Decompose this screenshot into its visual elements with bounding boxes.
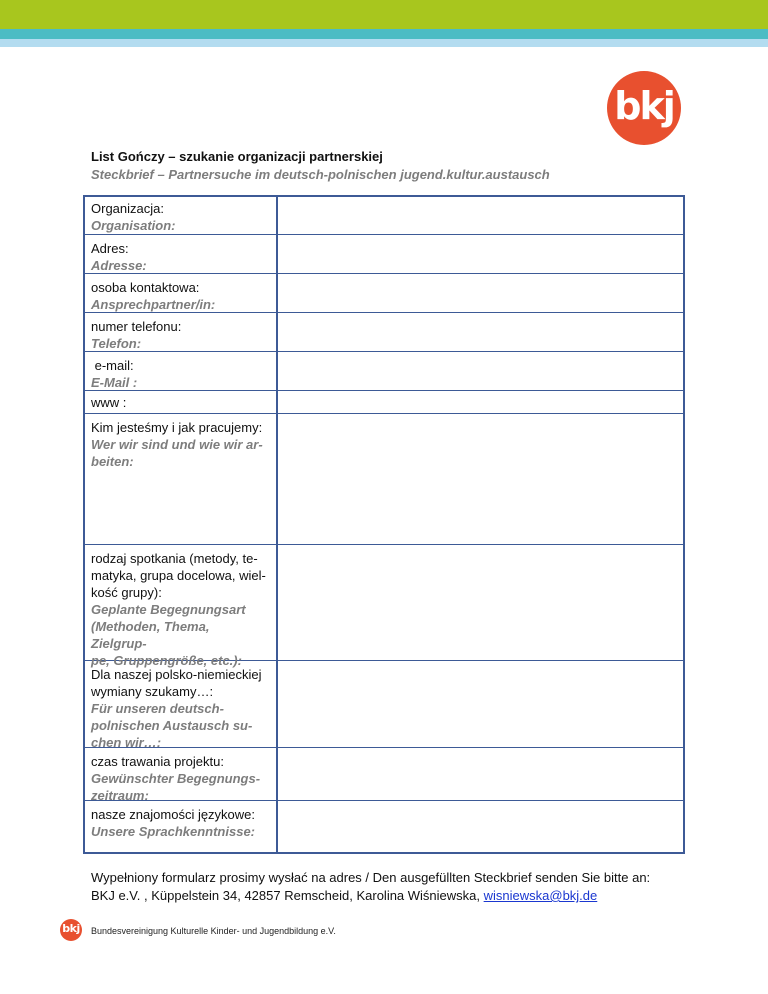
label-polish: Organizacja: <box>91 201 164 216</box>
header-band-teal <box>0 29 768 39</box>
label-german: Unsere Sprachkenntnisse: <box>91 824 256 839</box>
label-german: E-Mail : <box>91 375 138 390</box>
label-polish: e-mail: <box>91 358 134 373</box>
label-polish: Dla naszej polsko-niemieckiej wymiany szukamy…: <box>91 667 262 699</box>
label-german: Gewünschter Begegnungs- zeitraum: <box>91 771 261 803</box>
bkj-logo <box>607 71 681 145</box>
label-polish: czas trawania projektu: <box>91 754 224 769</box>
document-title: List Gończy – szukanie organizacji partnerskiej <box>91 149 383 164</box>
footer-address: BKJ e.V. , Küppelstein 34, 42857 Remscheid, Karolina Wiśniewska, <box>91 888 484 903</box>
label-german: Organisation: <box>91 218 176 233</box>
bkj-small-logo-text: bkj <box>62 922 80 935</box>
label-german: Geplante Begegnungsart (Methoden, Thema, Zielgrup- pe, Gruppengröße, etc.): <box>91 602 246 668</box>
label-german: Ansprechpartner/in: <box>91 297 216 312</box>
label-german: Für unseren deutsch- polnischen Austausch su- chen wir…: <box>91 701 253 750</box>
footer-line-1: Wypełniony formularz prosimy wysłać na adres / Den ausgefüllten Steckbrief senden Sie bitte an: <box>91 870 651 885</box>
label-polish: numer telefonu: <box>91 319 182 334</box>
label-polish: Kim jesteśmy i jak pracujemy: <box>91 420 263 435</box>
label-polish: osoba kontaktowa: <box>91 280 200 295</box>
form-table-frame <box>83 195 685 854</box>
label-german: Adresse: <box>91 258 147 273</box>
email-link[interactable]: wisniewska@bkj.de <box>483 888 598 903</box>
label-polish: www : <box>91 395 127 410</box>
organization-name: Bundesvereinigung Kulturelle Kinder- und Jugendbildung e.V. <box>91 926 336 936</box>
document-subtitle: Steckbrief – Partnersuche im deutsch-polnischen jugend.kultur.austausch <box>91 167 550 182</box>
label-german: Wer wir sind und wie wir ar- beiten: <box>91 437 263 469</box>
header-band-light <box>0 39 768 47</box>
bkj-small-logo <box>60 919 82 941</box>
header-band-green <box>0 0 768 29</box>
bkj-logo-text: bkj <box>614 84 674 128</box>
label-polish: rodzaj spotkania (metody, te- matyka, grupa docelowa, wiel- kość grupy): <box>91 551 266 600</box>
label-polish: nasze znajomości językowe: <box>91 807 256 822</box>
label-german: Telefon: <box>91 336 142 351</box>
label-polish: Adres: <box>91 241 129 256</box>
footer-line-2 <box>91 887 650 905</box>
footer-instructions <box>91 869 650 905</box>
